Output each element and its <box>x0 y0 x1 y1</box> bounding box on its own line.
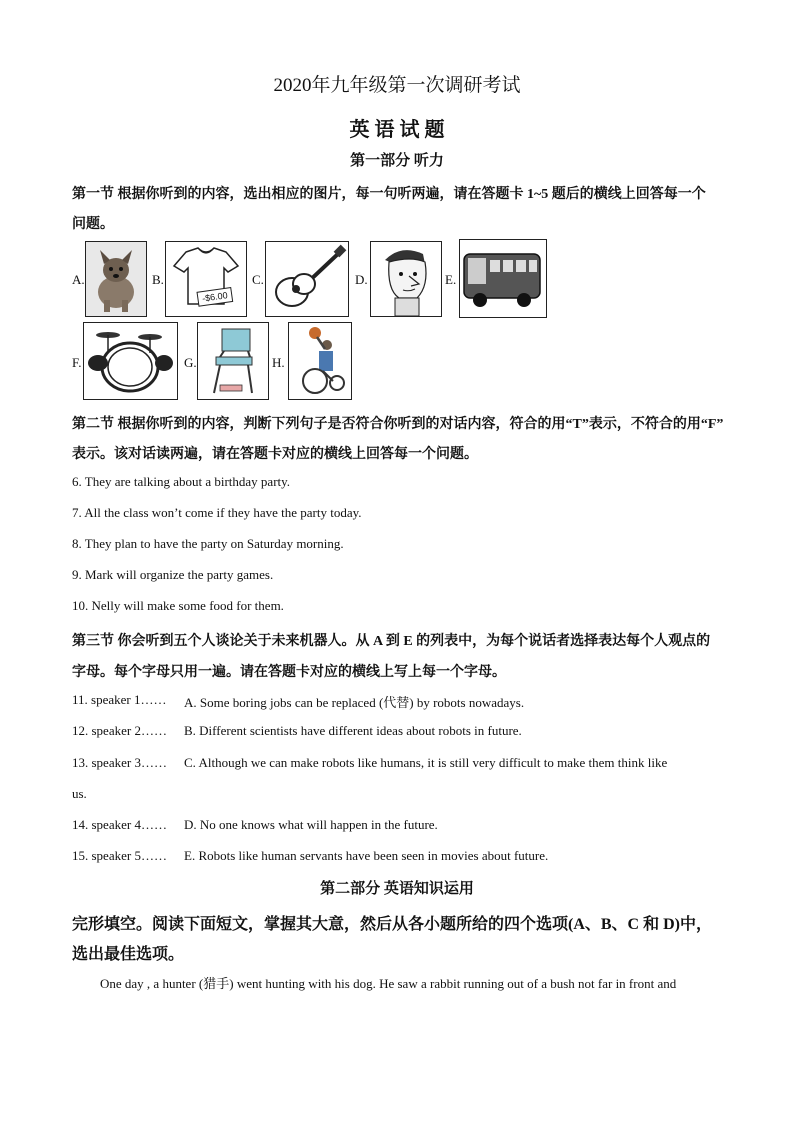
dog-icon <box>85 241 147 317</box>
question-6: 6. They are talking about a birthday party. <box>72 474 291 489</box>
price-tag-text: -$6.00 <box>201 290 229 304</box>
part1-title: 第一部分 听力 <box>350 153 444 169</box>
part2-title: 第二部分 英语知识运用 <box>320 881 474 897</box>
speaker-11-option: A. Some boring jobs can be replaced (代替) by robots nowadays. <box>184 695 525 710</box>
section3-instruction-line2: 字母。每个字母只用一遍。请在答题卡对应的横线上写上每一个字母。 <box>72 665 506 680</box>
speaker-13-number: 13. speaker 3…… <box>72 755 167 770</box>
picture-label-g: G. <box>184 355 197 370</box>
cloze-instruction-line2: 选出最佳选项。 <box>72 946 185 963</box>
basketball-player-icon <box>288 322 352 400</box>
bus-icon <box>459 239 547 318</box>
picture-label-b: B. <box>152 272 164 287</box>
drum-icon <box>83 322 178 400</box>
section1-instruction-line2: 问题。 <box>72 217 114 232</box>
exam-title: 2020年九年级第一次调研考试 <box>273 75 521 96</box>
speaker-13-wrap: us. <box>72 786 87 801</box>
picture-label-f: F. <box>72 355 82 370</box>
question-7: 7. All the class won’t come if they have the party today. <box>72 505 362 520</box>
speaker-15-number: 15. speaker 5…… <box>72 848 167 863</box>
section2-instruction-line2: 表示。该对话读两遍，请在答题卡对应的横线上回答每一个问题。 <box>72 447 478 462</box>
picture-label-a: A. <box>72 272 85 287</box>
speaker-12-number: 12. speaker 2…… <box>72 723 167 738</box>
question-8: 8. They plan to have the party on Saturday morning. <box>72 536 344 551</box>
picture-label-c: C. <box>252 272 264 287</box>
question-10: 10. Nelly will make some food for them. <box>72 598 284 613</box>
exam-subtitle: 英 语 试 题 <box>349 119 445 141</box>
speaker-13-option: C. Although we can make robots like humans, it is still very difficult to make them think like <box>184 755 668 770</box>
speaker-15-option: E. Robots like human servants have been seen in movies about future. <box>184 848 549 863</box>
chair-icon <box>197 322 269 400</box>
picture-label-d: D. <box>355 272 368 287</box>
section2-instruction-line1: 第二节 根据你听到的内容，判断下列句子是否符合你听到的对话内容，符合的用“T”表示，不符合的用“F” <box>72 417 724 432</box>
tshirt-icon <box>165 241 247 317</box>
picture-label-h: H. <box>272 355 285 370</box>
question-9: 9. Mark will organize the party games. <box>72 567 274 582</box>
passage-line1: One day , a hunter (猎手) went hunting with his dog. He saw a rabbit running out of a bush not far in front and <box>100 976 677 991</box>
section3-instruction-line1: 第三节 你会听到五个人谈论关于未来机器人。从 A 到 E 的列表中，为每个说话者选择表达每个人观点的 <box>72 634 711 649</box>
speaker-14-option: D. No one knows what will happen in the future. <box>184 817 438 832</box>
man-face-icon <box>370 241 442 317</box>
speaker-11-number: 11. speaker 1…… <box>72 692 167 707</box>
section1-instruction-line1: 第一节 根据你听到的内容，选出相应的图片，每一句听两遍，请在答题卡 1~5 题后的横线上回答每一个 <box>72 187 706 202</box>
guitar-icon <box>265 241 349 317</box>
speaker-14-number: 14. speaker 4…… <box>72 817 167 832</box>
cloze-instruction-line1: 完形填空。阅读下面短文，掌握其大意，然后从各小题所给的四个选项(A、B、C 和 D)中， <box>72 916 712 933</box>
picture-label-e: E. <box>445 272 457 287</box>
speaker-12-option: B. Different scientists have different ideas about robots in future. <box>184 723 522 738</box>
